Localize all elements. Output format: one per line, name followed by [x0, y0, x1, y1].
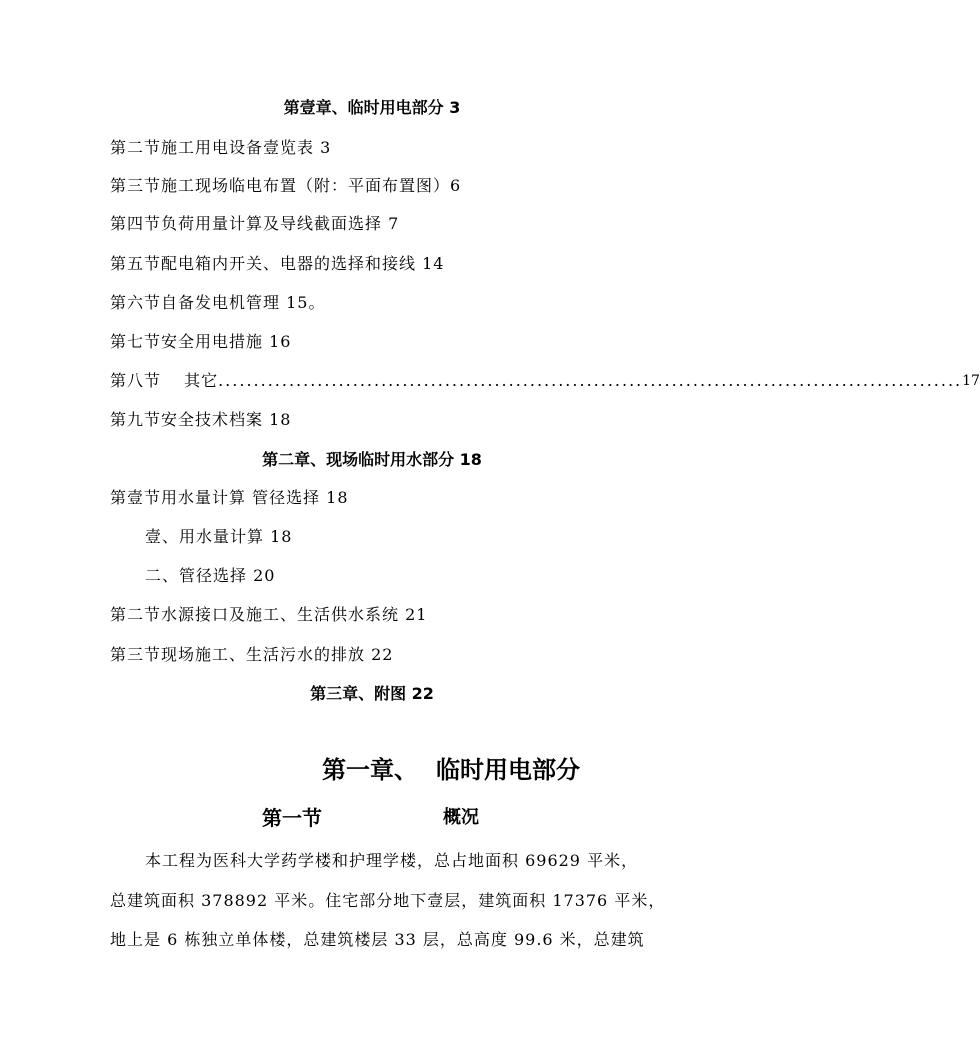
paragraph-line: 地上是 6 栋独立单体楼，总建筑楼层 33 层，总高度 99.6 米，总建筑	[110, 930, 645, 949]
toc-item: 第三节施工现场临电布置（附：平面布置图）6	[110, 176, 462, 195]
toc-chapter-2-heading: 第二章、现场临时用水部分 18	[262, 450, 482, 469]
toc-item: 第六节自备发电机管理 15。	[110, 293, 326, 312]
paragraph-line: 总建筑面积 378892 平米。住宅部分地下壹层，建筑面积 17376 平米，	[110, 891, 666, 910]
toc-item-with-leader	[110, 371, 980, 391]
toc-item: 第壹节用水量计算 管径选择 18	[110, 488, 349, 507]
toc-subitem: 壹、用水量计算 18	[145, 527, 293, 546]
toc-item: 第四节负荷用量计算及导线截面选择 7	[110, 214, 400, 233]
toc-item: 第二节施工用电设备壹览表 3	[110, 138, 332, 157]
toc-item: 第五节配电箱内开关、电器的选择和接线 14	[110, 254, 445, 273]
toc-item: 第二节水源接口及施工、生活供水系统 21	[110, 605, 428, 624]
toc-chapter-3-heading: 第三章、附图 22	[310, 684, 434, 703]
toc-leader-label: 第八节 其它	[110, 371, 219, 390]
toc-subitem: 二、管径选择 20	[145, 566, 276, 585]
toc-leader-page: 17	[962, 373, 980, 389]
chapter-title-number: 第一章、	[322, 756, 418, 784]
toc-leader-dots: .........................................................................................................	[218, 371, 963, 390]
toc-item: 第九节安全技术档案 18	[110, 410, 292, 429]
section-title-number: 第一节	[262, 806, 322, 830]
section-title-text: 概况	[443, 807, 479, 828]
toc-chapter-1-heading: 第壹章、临时用电部分 3	[283, 98, 461, 117]
toc-item: 第七节安全用电措施 16	[110, 332, 292, 351]
chapter-title-text: 临时用电部分	[436, 756, 580, 784]
chapter-title	[322, 755, 580, 785]
paragraph-line: 本工程为医科大学药学楼和护理学楼，总占地面积 69629 平米，	[145, 851, 639, 870]
toc-item: 第三节现场施工、生活污水的排放 22	[110, 645, 394, 664]
